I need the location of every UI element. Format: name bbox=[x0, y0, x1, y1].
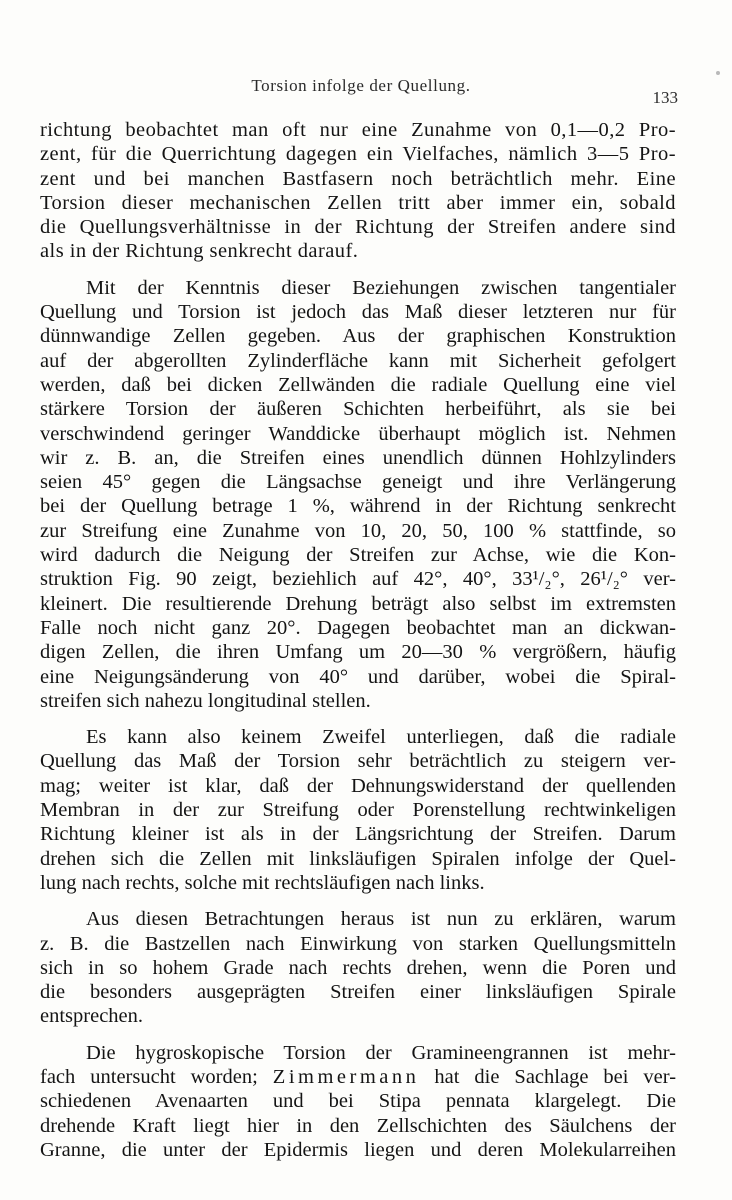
paper-speck bbox=[716, 71, 720, 75]
text-line: Torsion dieser mechanischen Zellen tritt aber immer ein, sobald bbox=[40, 191, 676, 214]
text-line: digen Zellen, die ihren Umfang um 20—30 % vergrößern, häufig bbox=[40, 641, 676, 664]
text-line: richtung beobachtet man oft nur eine Zunahme von 0,1—0,2 Pro- bbox=[40, 119, 676, 141]
text-line: bei der Quellung betrage 1 %, während in der Richtung senkrecht bbox=[40, 495, 676, 518]
text-line: zent, für die Querrichtung dagegen ein Vielfaches, nämlich 3—5 Pro- bbox=[40, 143, 676, 166]
text-line: wird dadurch die Neigung der Streifen zur Achse, wie die Kon- bbox=[40, 544, 676, 567]
text-line: seien 45° gegen die Längsachse geneigt und ihre Verlängerung bbox=[40, 471, 676, 494]
text-line: zur Streifung eine Zunahme von 10, 20, 50, 100 % stattfinde, so bbox=[40, 519, 676, 542]
text-line: Richtung kleiner ist als in der Längsrichtung der Streifen. Darum bbox=[40, 823, 676, 846]
text-line-with-author bbox=[40, 1065, 676, 1089]
author-name: Zimmermann bbox=[272, 1065, 420, 1088]
running-head bbox=[40, 76, 682, 107]
text-line: sich in so hohem Grade nach rechts drehen, wenn die Poren und bbox=[40, 956, 676, 979]
text-line: eine Neigungsänderung von 40° und darüber, wobei die Spiral- bbox=[40, 665, 676, 688]
text-line: wir z. B. an, die Streifen eines unendlich dünnen Hohlzylinders bbox=[40, 446, 676, 469]
text-line: drehen sich die Zellen mit linksläufigen Spiralen infolge der Quel- bbox=[40, 847, 676, 870]
text-line: Quellung und Torsion ist jedoch das Maß dieser letzteren nur für bbox=[40, 301, 676, 324]
text-line: schiedenen Avenaarten und bei Stipa pennata klargelegt. Die bbox=[40, 1090, 676, 1113]
text-line: Granne, die unter der Epidermis liegen und deren Molekularreihen bbox=[40, 1138, 676, 1161]
text-line: struktion Fig. 90 zeigt, beziehlich auf 42°, 40°, 33¹/₂°, 26¹/₂° ver- bbox=[40, 568, 676, 591]
page-number: 133 bbox=[652, 88, 678, 107]
text-line: lung nach rechts, solche mit rechtsläufigen nach links. bbox=[40, 871, 485, 894]
text-line: kleinert. Die resultierende Drehung beträgt also selbst im extremsten bbox=[40, 592, 676, 615]
paragraph-4 bbox=[40, 907, 676, 1028]
text-line: Die hygroskopische Torsion der Gramineengrannen ist mehr- bbox=[86, 1041, 676, 1064]
text-line: z. B. die Bastzellen nach Einwirkung von starken Quellungsmitteln bbox=[40, 932, 676, 955]
paragraph-1 bbox=[40, 118, 676, 264]
text-line: Falle noch nicht ganz 20°. Dagegen beobachtet man an dickwan- bbox=[40, 616, 676, 639]
paragraph-2 bbox=[40, 276, 676, 713]
text-line: mag; weiter ist klar, daß der Dehnungswiderstand der quellenden bbox=[40, 774, 676, 797]
text-line: streifen sich nahezu longitudinal stellen. bbox=[40, 689, 371, 712]
text-line: dünnwandige Zellen gegeben. Aus der graphischen Konstruktion bbox=[40, 325, 676, 348]
text-fragment: fach untersucht worden; bbox=[40, 1065, 258, 1088]
text-line: die Quellungsverhältnisse in der Richtung der Streifen andere sind bbox=[40, 216, 676, 239]
text-line: Membran in der zur Streifung oder Porenstellung rechtwinkeligen bbox=[40, 799, 676, 822]
body-text bbox=[40, 118, 676, 1174]
paragraph-3 bbox=[40, 725, 676, 895]
text-line: Es kann also keinem Zweifel unterliegen, daß die radiale bbox=[86, 726, 676, 749]
text-line: Mit der Kenntnis dieser Beziehungen zwischen tangentialer bbox=[86, 276, 676, 299]
text-line: stärkere Torsion der äußeren Schichten herbeiführt, als sie bei bbox=[40, 398, 676, 421]
text-line: zent und bei manchen Bastfasern noch beträchtlich mehr. Eine bbox=[40, 167, 676, 190]
text-line: entsprechen. bbox=[40, 1005, 144, 1028]
running-title: Torsion infolge der Quellung. bbox=[251, 76, 471, 95]
text-line: verschwindend geringer Wanddicke überhaupt möglich ist. Nehmen bbox=[40, 422, 676, 445]
text-line: als in der Richtung senkrecht darauf. bbox=[40, 240, 359, 263]
text-line: werden, daß bei dicken Zellwänden die radiale Quellung eine viel bbox=[40, 373, 676, 396]
text-line: auf der abgerollten Zylinderfläche kann mit Sicherheit gefolgert bbox=[40, 349, 676, 372]
text-line: die besonders ausgeprägten Streifen einer linksläufigen Spirale bbox=[40, 981, 676, 1004]
paragraph-5 bbox=[40, 1041, 676, 1162]
text-fragment: hat die Sachlage bei ver- bbox=[434, 1065, 677, 1088]
text-line: Aus diesen Betrachtungen heraus ist nun zu erklären, warum bbox=[86, 908, 676, 931]
text-line: drehende Kraft liegt hier in den Zellschichten des Säulchens der bbox=[40, 1114, 676, 1137]
text-line: Quellung das Maß der Torsion sehr beträchtlich zu steigern ver- bbox=[40, 750, 676, 773]
